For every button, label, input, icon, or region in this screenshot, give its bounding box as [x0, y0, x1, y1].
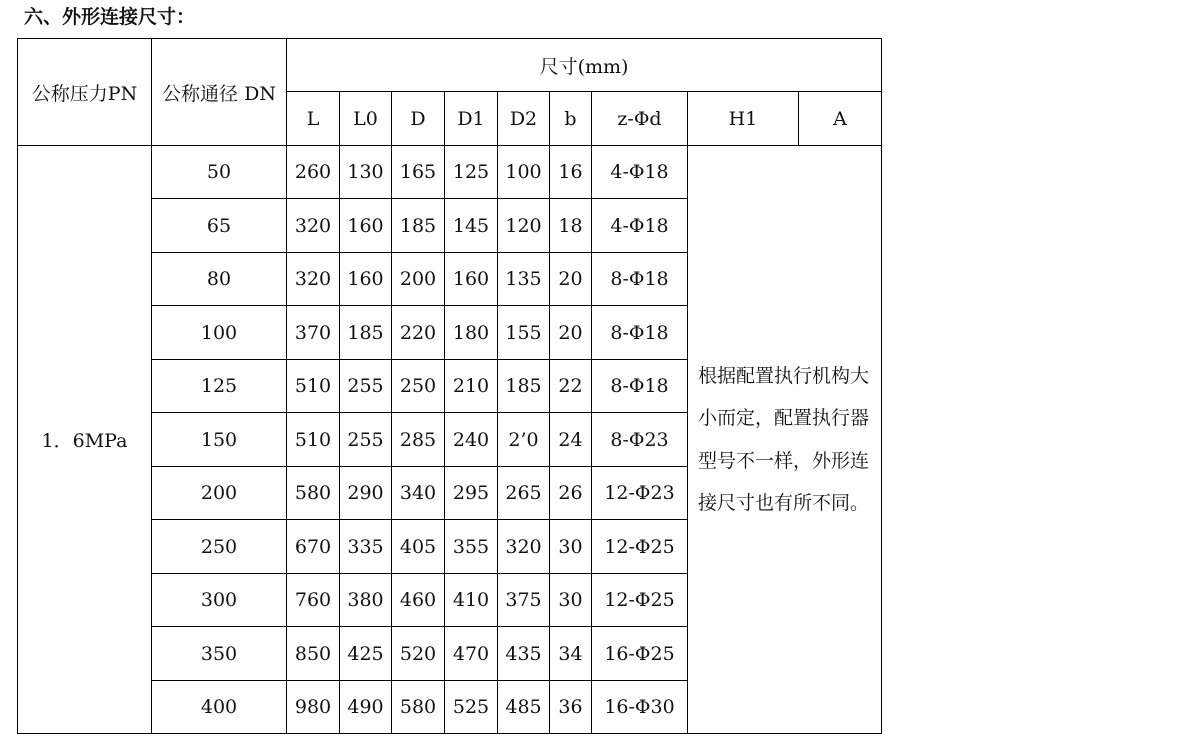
cell-b: 26	[550, 467, 592, 520]
cell-l0: 255	[340, 360, 392, 413]
cell-l: 980	[287, 681, 340, 734]
cell-d: 520	[392, 627, 445, 681]
cell-d2: 375	[498, 574, 550, 627]
cell-d1: 125	[445, 146, 498, 199]
cell-z-phi-d: 8-Φ18	[592, 360, 688, 413]
cell-d1: 410	[445, 574, 498, 627]
cell-l: 510	[287, 413, 340, 467]
dimension-table	[17, 38, 882, 734]
cell-d: 165	[392, 146, 445, 199]
cell-b: 18	[550, 199, 592, 253]
cell-z-phi-d: 16-Φ25	[592, 627, 688, 681]
pressure-cell: 1．6MPa	[18, 146, 152, 734]
dn-cell: 400	[152, 681, 287, 734]
header-dn: 公称通径 DN	[152, 39, 287, 146]
cell-d2: 100	[498, 146, 550, 199]
cell-b: 16	[550, 146, 592, 199]
cell-b: 20	[550, 253, 592, 306]
cell-l: 320	[287, 199, 340, 253]
cell-l0: 255	[340, 413, 392, 467]
header-a: A	[799, 92, 882, 146]
cell-l: 260	[287, 146, 340, 199]
cell-d2: 435	[498, 627, 550, 681]
cell-l0: 490	[340, 681, 392, 734]
header-z-phi-d: z-Φd	[592, 92, 688, 146]
header-size-group: 尺寸(mm)	[287, 39, 882, 92]
cell-d: 250	[392, 360, 445, 413]
cell-b: 30	[550, 574, 592, 627]
section-heading: 六、外形连接尺寸：	[24, 6, 196, 28]
cell-z-phi-d: 12-Φ23	[592, 467, 688, 520]
cell-d1: 525	[445, 681, 498, 734]
cell-l0: 160	[340, 199, 392, 253]
note-text: 根据配置执行机构大小而定，配置执行器型号不一样，外形连接尺寸也有所不同。	[698, 364, 870, 514]
cell-d: 220	[392, 306, 445, 360]
dn-cell: 150	[152, 413, 287, 467]
cell-l: 510	[287, 360, 340, 413]
cell-d1: 210	[445, 360, 498, 413]
cell-z-phi-d: 12-Φ25	[592, 574, 688, 627]
dn-cell: 350	[152, 627, 287, 681]
header-pn: 公称压力PN	[18, 39, 152, 146]
cell-z-phi-d: 16-Φ30	[592, 681, 688, 734]
dn-cell: 100	[152, 306, 287, 360]
cell-l: 670	[287, 520, 340, 574]
cell-d1: 145	[445, 199, 498, 253]
cell-d2: 135	[498, 253, 550, 306]
cell-d1: 295	[445, 467, 498, 520]
cell-d1: 240	[445, 413, 498, 467]
cell-d2: 185	[498, 360, 550, 413]
cell-d1: 160	[445, 253, 498, 306]
note-cell	[688, 146, 882, 734]
cell-l: 760	[287, 574, 340, 627]
cell-b: 36	[550, 681, 592, 734]
cell-d: 340	[392, 467, 445, 520]
dn-cell: 50	[152, 146, 287, 199]
cell-d: 580	[392, 681, 445, 734]
cell-d2: 320	[498, 520, 550, 574]
cell-l0: 185	[340, 306, 392, 360]
header-b: b	[550, 92, 592, 146]
cell-d: 185	[392, 199, 445, 253]
dn-cell: 200	[152, 467, 287, 520]
header-d1: D1	[445, 92, 498, 146]
cell-l0: 160	[340, 253, 392, 306]
cell-l0: 425	[340, 627, 392, 681]
cell-z-phi-d: 8-Φ18	[592, 253, 688, 306]
cell-l0: 130	[340, 146, 392, 199]
cell-b: 34	[550, 627, 592, 681]
cell-l0: 290	[340, 467, 392, 520]
cell-b: 20	[550, 306, 592, 360]
cell-d2: 120	[498, 199, 550, 253]
cell-z-phi-d: 4-Φ18	[592, 146, 688, 199]
cell-d2: 2’0	[498, 413, 550, 467]
cell-l: 580	[287, 467, 340, 520]
header-h1: H1	[688, 92, 799, 146]
cell-z-phi-d: 12-Φ25	[592, 520, 688, 574]
dn-cell: 65	[152, 199, 287, 253]
dn-cell: 250	[152, 520, 287, 574]
dn-cell: 125	[152, 360, 287, 413]
cell-l0: 380	[340, 574, 392, 627]
cell-d: 200	[392, 253, 445, 306]
cell-d1: 355	[445, 520, 498, 574]
cell-d2: 485	[498, 681, 550, 734]
cell-z-phi-d: 8-Φ23	[592, 413, 688, 467]
cell-d1: 180	[445, 306, 498, 360]
cell-l: 370	[287, 306, 340, 360]
cell-d2: 265	[498, 467, 550, 520]
header-d2: D2	[498, 92, 550, 146]
dn-cell: 80	[152, 253, 287, 306]
header-d: D	[392, 92, 445, 146]
cell-d1: 470	[445, 627, 498, 681]
dn-cell: 300	[152, 574, 287, 627]
cell-z-phi-d: 8-Φ18	[592, 306, 688, 360]
table-row	[18, 146, 882, 199]
cell-l0: 335	[340, 520, 392, 574]
header-l0: L0	[340, 92, 392, 146]
cell-d: 405	[392, 520, 445, 574]
cell-d2: 155	[498, 306, 550, 360]
cell-d: 460	[392, 574, 445, 627]
cell-l: 320	[287, 253, 340, 306]
cell-z-phi-d: 4-Φ18	[592, 199, 688, 253]
header-l: L	[287, 92, 340, 146]
cell-b: 30	[550, 520, 592, 574]
cell-b: 22	[550, 360, 592, 413]
cell-b: 24	[550, 413, 592, 467]
cell-d: 285	[392, 413, 445, 467]
cell-l: 850	[287, 627, 340, 681]
